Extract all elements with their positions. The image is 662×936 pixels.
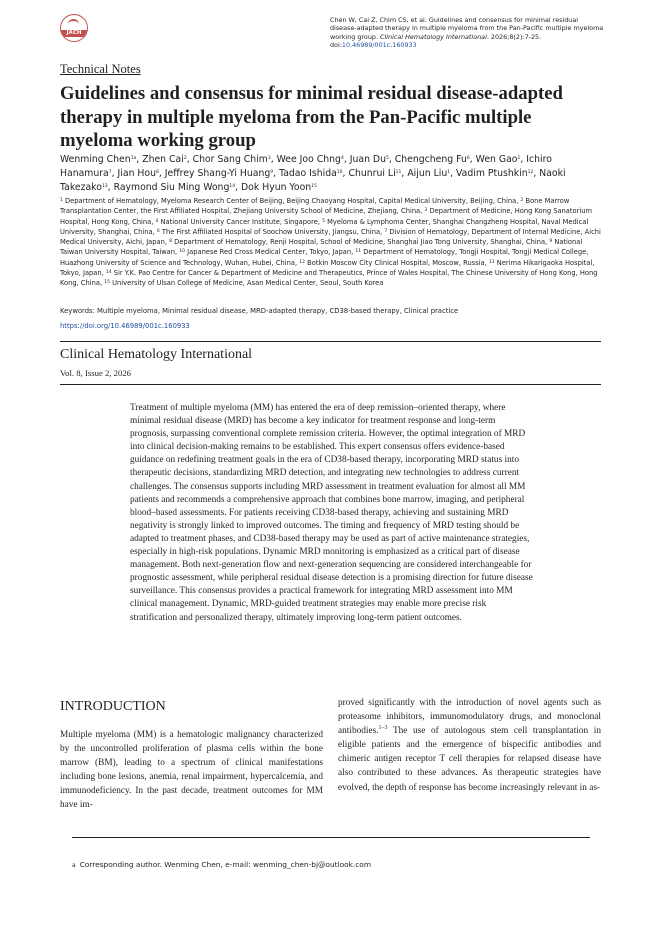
author-affiliation-marker: 10 bbox=[336, 170, 343, 175]
article-title: Guidelines and consensus for minimal residual disease-adapted therapy in multiple myeloma from the Pan-Pacific multiple myeloma working group bbox=[60, 83, 563, 151]
affiliation-text: Japanese Red Cross Medical Center, Tokyo, Japan, bbox=[187, 248, 354, 257]
author-affiliation-marker: 6 bbox=[466, 156, 470, 161]
affiliation-number: 15 bbox=[104, 280, 110, 286]
keywords: Keywords: Multiple myeloma, Minimal residual disease, MRD-adapted therapy, CD38-based therapy, Clinical practice bbox=[60, 307, 459, 315]
divider-top bbox=[60, 341, 601, 342]
footnote-text: Corresponding author. Wenming Chen, e-mail: wenming_chen-bj@outlook.com bbox=[79, 860, 372, 869]
affiliation-number: 3 bbox=[424, 208, 428, 214]
citation-prefix: Chen W, Cai Z, Chim CS, et al. Guidelines and consensus for minimal residual disease-adapted therapy in multiple myeloma from the Pan-Pacific multiple myeloma working group. bbox=[330, 16, 604, 41]
reference-citation[interactable]: 1–3 bbox=[378, 725, 388, 732]
affiliation-number: 7 bbox=[384, 228, 388, 234]
author-name: Wee Joo Chng bbox=[276, 154, 341, 165]
doi-link[interactable]: https://doi.org/10.46989/001c.160933 bbox=[60, 322, 190, 330]
author-affiliation-marker: 5 bbox=[385, 156, 389, 161]
affiliation-list bbox=[60, 196, 605, 289]
affiliation-text: National University Cancer Institute, Singapore, bbox=[160, 217, 320, 226]
author-name: Chunrui Li bbox=[348, 168, 396, 179]
affiliation-text: Botkin Moscow City Clinical Hospital, Moscow, Russia, bbox=[307, 258, 487, 267]
affiliation-number: 9 bbox=[549, 239, 553, 245]
affiliation-text: Department of Hematology, Renji Hospital, School of Medicine, Shanghai Jiao Tong University, Shanghai, China, bbox=[174, 238, 548, 247]
logo-text: JACH bbox=[66, 30, 82, 36]
intro-col2-text-b: The use of autologous stem cell transplantation in eligible patients and the emergence of bispecific antibodies and chimeric antigen receptor T cell therapies for relapsed disease have also contributed to these advances. As therapeutic strategies have evolved, the depth of response has become increasingly relevant in as- bbox=[338, 726, 601, 793]
affiliation-number: 11 bbox=[355, 249, 362, 255]
author-list: Wenming Chen$^{1a}$, Zhen Cai$^2$, Chor Sang Chim$^3$, Wee Joo Chng$^4$, Juan Du$^5$, Chengcheng Fu$^6$, Wen Gao$^1$, Ichiro Hanamura$^7$, Jian Hou$^8$, Jeffrey Shang-Yi Huang$^9$, Tadao Ishida$^{10}$, Chunrui Li$^{11}$, Aijun Liu$^1$, Vadim Ptushkin$^{12}$, Naoki Takezako$^{13}$, Raymond Siu Ming Wong$^{14}$, Dok Hyun Yoon$^{15}$ bbox=[60, 154, 566, 193]
affiliation-number: 10 bbox=[179, 249, 186, 255]
citation-doi-link[interactable]: 10.46989/001c.160933 bbox=[341, 41, 417, 50]
divider-bottom bbox=[60, 384, 601, 385]
author-name: Wen Gao bbox=[475, 154, 518, 165]
affiliation-number: 6 bbox=[156, 228, 160, 234]
author-affiliation-marker: 1 bbox=[517, 156, 521, 161]
journal-logo bbox=[60, 14, 88, 42]
affiliation-number: 14 bbox=[105, 270, 112, 276]
author-affiliation-marker: 15 bbox=[311, 184, 317, 189]
affiliation-number: 8 bbox=[169, 239, 172, 245]
affiliation-number: 4 bbox=[155, 218, 159, 224]
journal-name: Clinical Hematology International bbox=[60, 347, 253, 362]
author-name: Chor Sang Chim bbox=[192, 154, 268, 165]
affiliation-text: Myeloma & Lymphoma Center, Shanghai Changzheng Hospital, Naval Medical University, Shanghai, China, bbox=[60, 217, 589, 236]
affiliation-number: 5 bbox=[322, 218, 325, 224]
citation-journal: Clinical Hematology International bbox=[380, 32, 487, 41]
author-affiliation-marker: 12 bbox=[527, 170, 534, 175]
citation-suffix: . 2026;8(2):7-25. doi: bbox=[330, 32, 542, 50]
author-name: Naoki Takezako bbox=[60, 168, 566, 193]
author-name: Ichiro Hanamura bbox=[60, 154, 552, 179]
affiliation-text: Bone Marrow Transplantation Center, the First Affiliated Hospital, Zhejiang University School of Medicine, Zhejiang, China, bbox=[60, 197, 570, 216]
footnote-divider bbox=[72, 837, 590, 838]
author-name: Jian Hou bbox=[117, 168, 156, 179]
author-affiliation-marker: 11 bbox=[395, 170, 402, 175]
author-name: Wenming Chen bbox=[60, 154, 131, 165]
affiliation-text: Department of Medicine, Hong Kong Sanatorium Hospital, Hong Kong, China, bbox=[60, 207, 592, 226]
author-affiliation-marker: 9 bbox=[270, 170, 274, 175]
author-affiliation-marker: 1a bbox=[130, 156, 137, 161]
section-label: Technical Notes bbox=[60, 62, 141, 76]
volume-issue: Vol. 8, Issue 2, 2026 bbox=[60, 368, 132, 378]
footnote-mark: a bbox=[72, 862, 76, 869]
intro-heading: INTRODUCTION bbox=[60, 699, 166, 714]
author-name: Raymond Siu Ming Wong bbox=[113, 182, 230, 193]
affiliation-text: Department of Hematology, Myeloma Research Center of Beijing, Beijing Chaoyang Hospital, Capital Medical University, Beijing, China, bbox=[65, 197, 519, 205]
author-affiliation-marker: 3 bbox=[267, 156, 271, 161]
author-name: Vadim Ptushkin bbox=[456, 168, 528, 179]
citation-header bbox=[330, 16, 605, 50]
author-name: Aijun Liu bbox=[407, 168, 448, 179]
affiliation-number: 13 bbox=[488, 259, 495, 265]
affiliation-number: 1 bbox=[60, 198, 63, 203]
abstract: Treatment of multiple myeloma (MM) has entered the era of deep remission–oriented therapy, where minimal residual disease (MRD) has become a key indicator for treatment response and long-term prognosis, surpassing conventional complete remission criteria. However, the optimal integration of MRD into clinical decision-making remains to be established. This expert consensus offers evidence-based guidance on redefining treatment goals in the era of CD38-based therapy, incorporating MRD status into therapeutic decisions, standardizing MRD detection, and integrating new technologies to address current challenges. The consensus supports including MRD assessment in treatment evaluation for almost all MM patients and recommends a comprehensive approach that combines bone marrow, imaging, and peripheral blood–based assessments. For patients receiving CD38-based therapy, achieving and sustaining MRD negativity is strongly linked to improved outcomes. The timing and frequency of MRD testing should be adapted to treatment phases, and CD38-based therapy may be used as part of active maintenance strategies, especially in high-risk populations. Dynamic MRD monitoring is emphasized as a critical part of disease management. Both next-generation flow and next-generation sequencing are considered interchangeable for prognostic assessment, while peripheral residual disease detection is a promising direction for future disease surveillance. This consensus provides a practical framework for integrating MRD assessment into MM clinical management. Dynamic, MRD-guided treatment strategies may enable more precise risk stratification and personalized therapy, ultimately improving long-term patient outcomes. bbox=[130, 403, 533, 623]
affiliation-text: Department of Hematology, Tongji Hospital, Tongji Medical College, Huazhong University of Science and Technology, Wuhan, Hubei, China, bbox=[60, 248, 589, 267]
footnote bbox=[72, 860, 371, 869]
affiliation-text: Nerima Hikarigaoka Hospital, Tokyo, Japan, bbox=[60, 258, 595, 278]
affiliation-text: University of Ulsan College of Medicine, Asan Medical Center, Seoul, South Korea bbox=[112, 279, 384, 288]
author-name: Tadao Ishida bbox=[279, 168, 337, 179]
author-affiliation-marker: 1 bbox=[447, 170, 451, 175]
affiliation-text: Division of Hematology, Department of Internal Medicine, Aichi Medical University, Aichi, Japan, bbox=[60, 227, 601, 247]
author-name: Jeffrey Shang-Yi Huang bbox=[164, 168, 271, 179]
intro-column-1: Multiple myeloma (MM) is a hematologic malignancy characterized by the uncontrolled proliferation of plasma cells within the bone marrow (BM), leading to a spectrum of clinical manifestations including bone lesions, anemia, renal impairment, hypercalcemia, and immunodeficiency. In the past decade, treatment outcomes for MM have im- bbox=[60, 730, 323, 811]
author-affiliation-marker: 14 bbox=[229, 184, 236, 189]
author-affiliation-marker: 13 bbox=[101, 184, 108, 189]
author-affiliation-marker: 8 bbox=[156, 170, 159, 175]
author-name: Juan Du bbox=[349, 154, 386, 165]
author-name: Chengcheng Fu bbox=[394, 154, 467, 165]
affiliation-text: National Taiwan University Hospital, Taiwan, bbox=[60, 238, 583, 257]
author-affiliation-marker: 4 bbox=[340, 156, 344, 161]
affiliation-text: The First Affiliated Hospital of Soochow University, Jiangsu, China, bbox=[161, 227, 383, 236]
author-name: Dok Hyun Yoon bbox=[241, 182, 312, 193]
intro-column-2 bbox=[338, 696, 601, 795]
affiliation-text: Sir Y.K. Pao Centre for Cancer & Department of Medicine and Therapeutics, Prince of Wales Hospital, The Chinese University of Hong Kong, Hong Kong, China, bbox=[60, 269, 598, 288]
affiliation-number: 2 bbox=[520, 198, 524, 203]
author-name: Zhen Cai bbox=[142, 154, 184, 165]
intro-col2-text-a: proved significantly with the introduction of novel agents such as proteasome inhibitors, immunomodulatory drugs, and monoclonal antibodies. bbox=[338, 698, 601, 737]
author-affiliation-marker: 7 bbox=[108, 170, 112, 175]
author-affiliation-marker: 2 bbox=[183, 156, 187, 161]
affiliation-number: 12 bbox=[299, 259, 305, 265]
